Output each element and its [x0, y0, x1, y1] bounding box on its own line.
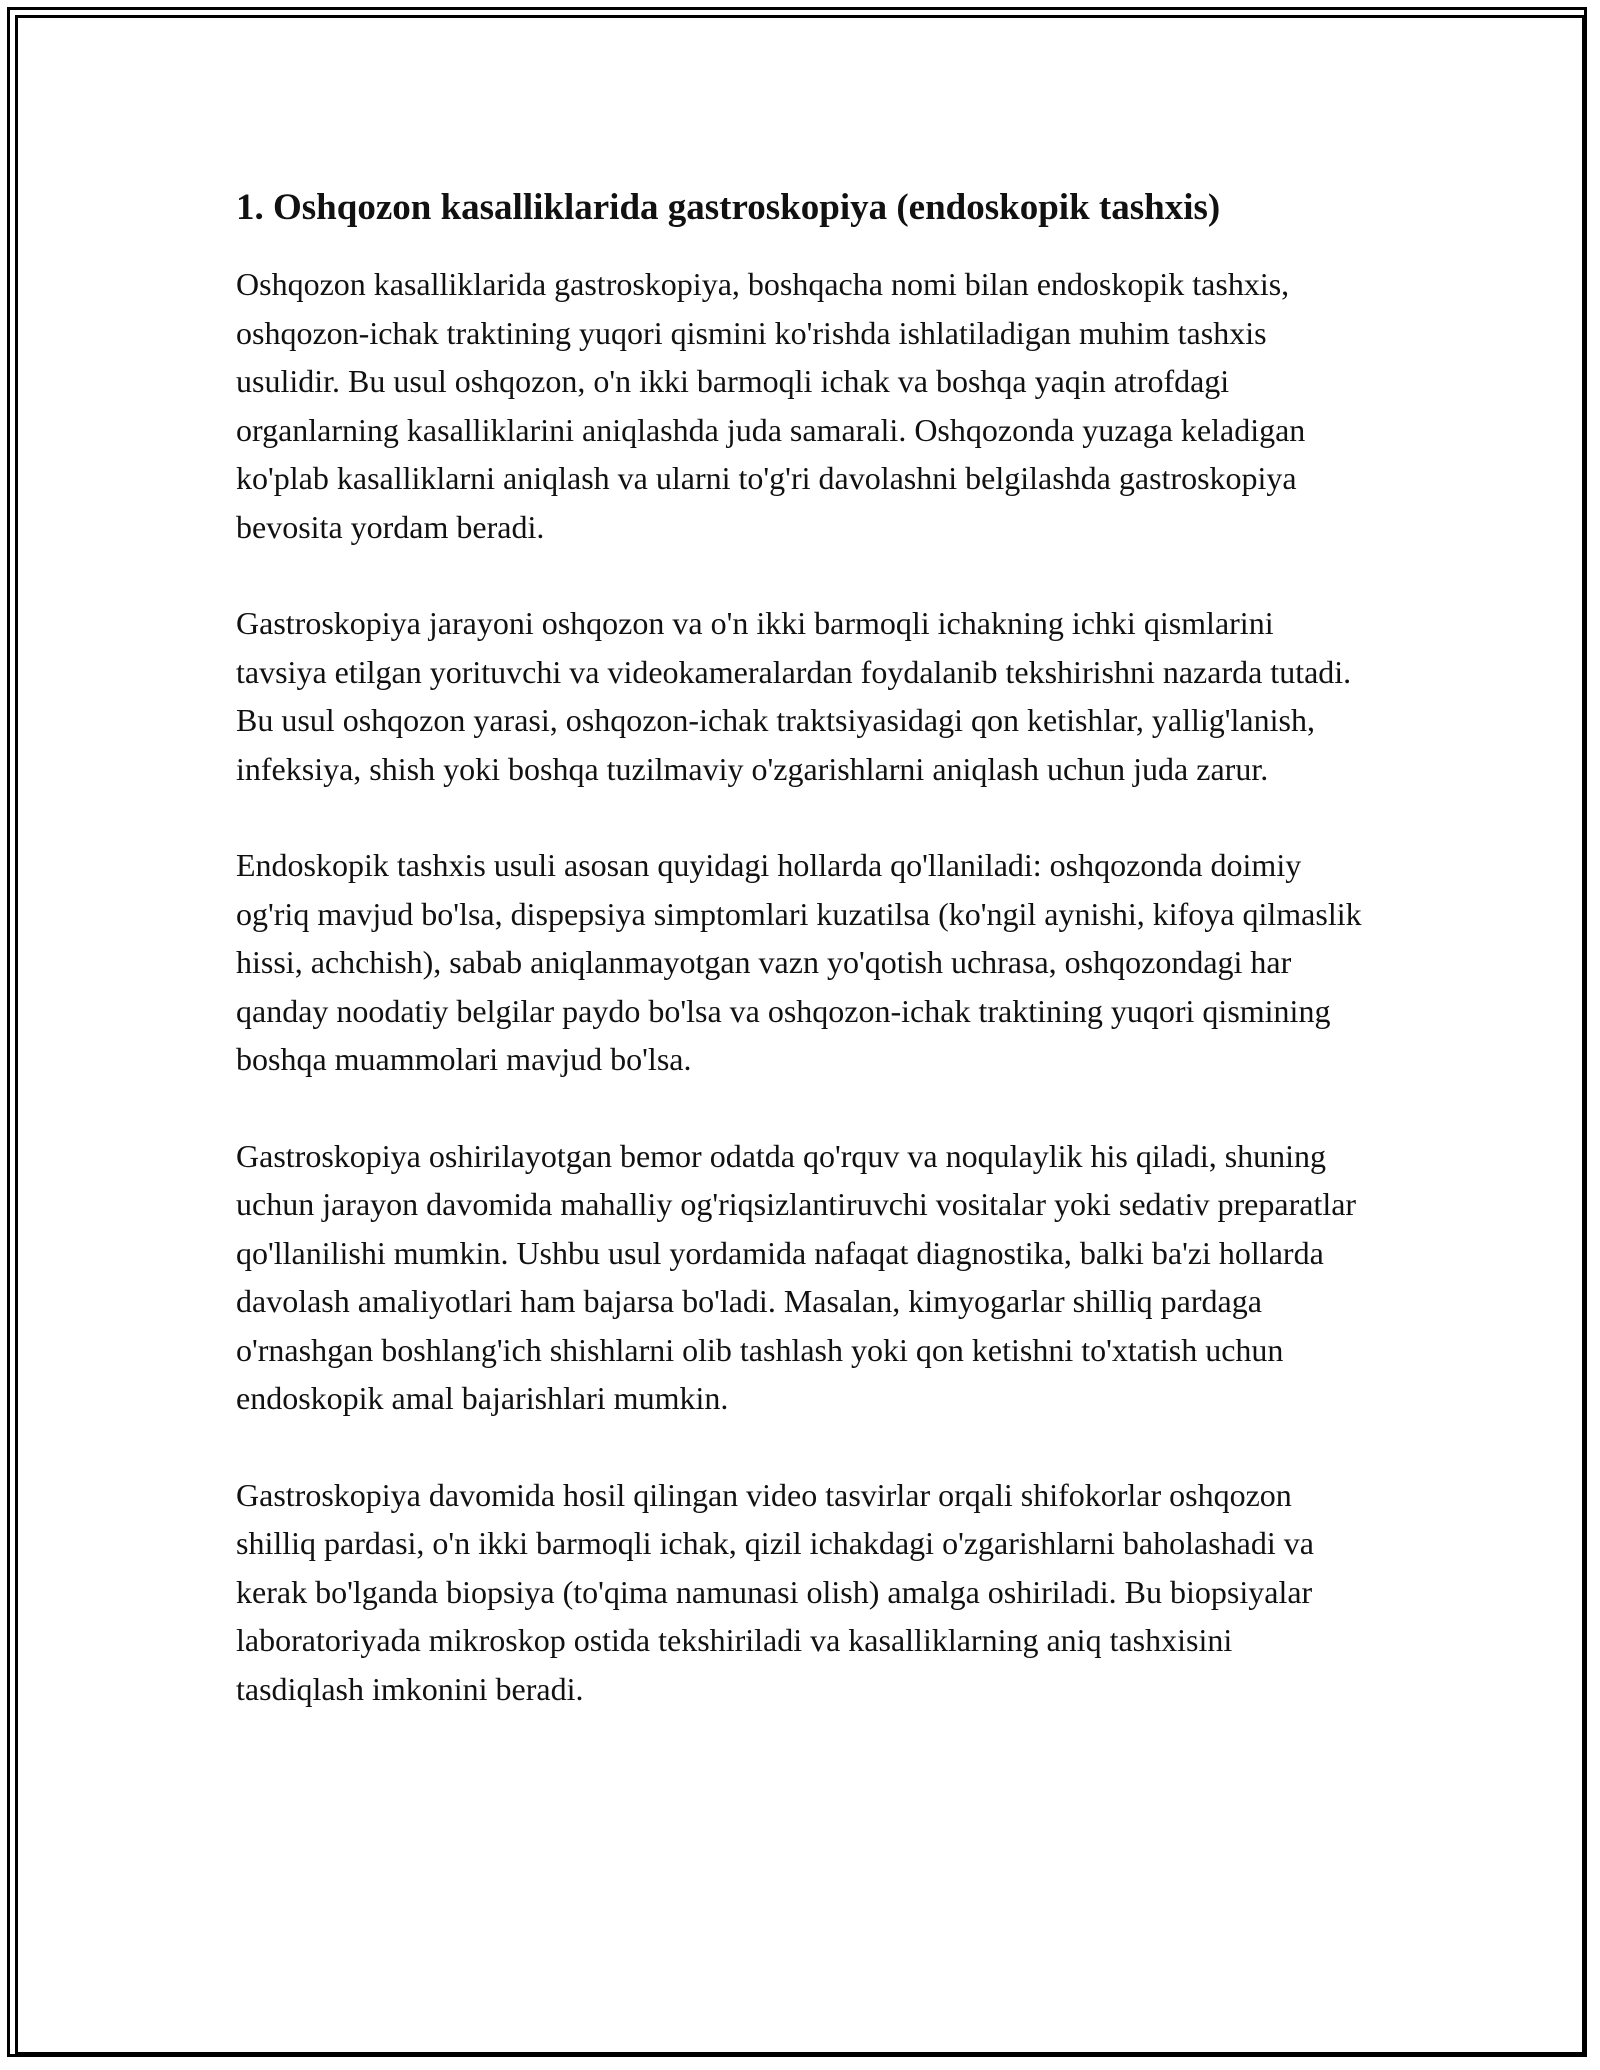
- paragraph-1: Oshqozon kasalliklarida gastroskopiya, boshqacha nomi bilan endoskopik tashxis, oshqozon-ichak traktining yuqori qismini ko'rishda ishlatiladigan muhim tashxis usulidir. Bu usul oshqozon, o'n ikki barmoqli ichak va boshqa yaqin atrofdagi organlarning kasalliklarini aniqlashda juda samarali. Oshqozonda yuzaga keladigan ko'plab kasalliklarni aniqlash va ularni to'g'ri davolashni belgilashda gastroskopiya bevosita yordam beradi.: [236, 266, 1306, 545]
- section-heading: 1. Oshqozon kasalliklarida gastroskopiya (endoskopik tashxis): [236, 187, 1221, 228]
- paragraph-2: Gastroskopiya jarayoni oshqozon va o'n ikki barmoqli ichakning ichki qismlarini tavsiya etilgan yorituvchi va videokameralardan foydalanib tekshirishni nazarda tutadi. Bu usul oshqozon yarasi, oshqozon-ichak traktsiyasidagi qon ketishlar, yallig'lanish, infeksiya, shish yoki boshqa tuzilmaviy o'zgarishlarni aniqlash uchun juda zarur.: [236, 605, 1352, 787]
- paragraph-3: Endoskopik tashxis usuli asosan quyidagi hollarda qo'llaniladi: oshqozonda doimiy og'riq mavjud bo'lsa, dispepsiya simptomlari kuzatilsa (ko'ngil aynishi, kifoya qilmaslik hissi, achchish), sabab aniqlanmayotgan vazn yo'qotish uchrasa, oshqozondagi har qanday noodatiy belgilar paydo bo'lsa va oshqozon-ichak traktining yuqori qismining boshqa muammolari mavjud bo'lsa.: [236, 847, 1362, 1077]
- document-body: [236, 184, 1366, 1761]
- paragraph-4: Gastroskopiya oshirilayotgan bemor odatda qo'rquv va noqulaylik his qiladi, shuning uchun jarayon davomida mahalliy og'riqsizlantiruvchi vositalar yoki sedativ preparatlar qo'llanilishi mumkin. Ushbu usul yordamida nafaqat diagnostika, balki ba'zi hollarda davolash amaliyotlari ham bajarsa bo'ladi. Masalan, kimyogarlar shilliq pardaga o'rnashgan boshlang'ich shishlarni olib tashlash yoki qon ketishni to'xtatish uchun endoskopik amal bajarishlari mumkin.: [236, 1137, 1357, 1416]
- paragraph-5: Gastroskopiya davomida hosil qilingan video tasvirlar orqali shifokorlar oshqozon shilliq pardasi, o'n ikki barmoqli ichak, qizil ichakdagi o'zgarishlarni baholashadi va kerak bo'lganda biopsiya (to'qima namunasi olish) amalga oshiriladi. Bu biopsiyalar laboratoriyada mikroskop ostida tekshiriladi va kasalliklarning aniq tashxisini tasdiqlash imkonini beradi.: [236, 1476, 1314, 1707]
